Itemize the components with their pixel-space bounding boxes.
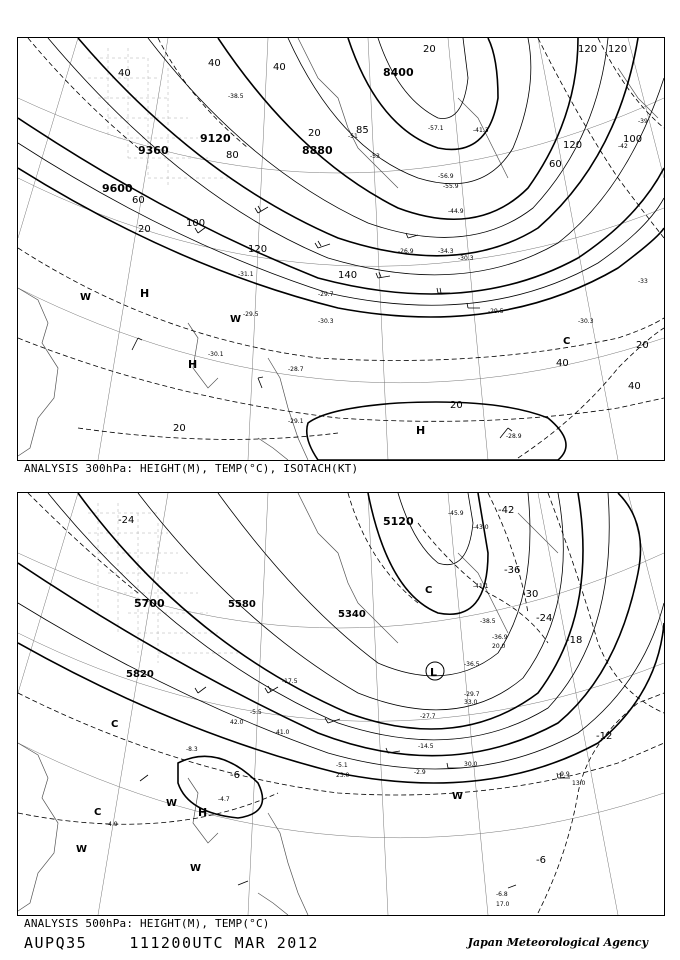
isotach-label: 140: [338, 270, 358, 281]
temp-label: -5.1: [336, 762, 348, 769]
temp-label: -36.5: [464, 661, 480, 668]
map-500hpa: [17, 492, 665, 916]
height-label: 8400: [383, 66, 414, 79]
isotach-label: 120: [608, 44, 628, 55]
temp-label: -45.9: [448, 510, 464, 517]
temp-label: -56.9: [438, 173, 454, 180]
isotach-label: 120: [563, 140, 583, 151]
temp-label: -14.5: [418, 743, 434, 750]
temp-label: -44.9: [448, 208, 464, 215]
temp-label: -30.3: [458, 255, 474, 262]
chart-code: AUPQ35: [24, 934, 88, 952]
isotherm-label: -18: [566, 635, 583, 646]
temp-label: -17.5: [282, 678, 298, 685]
isotach-label: 120: [248, 244, 268, 255]
temp-label: -8.3: [186, 746, 198, 753]
height-label: 5580: [228, 599, 256, 610]
temp-label: -41.3: [473, 127, 489, 134]
isotach-label: 40: [118, 68, 131, 79]
temp-label: -6.8: [496, 891, 508, 898]
temp-label: -38.5: [480, 618, 496, 625]
temp-label: -43.0: [473, 524, 489, 531]
isotach-label: 40: [273, 62, 286, 73]
isotherm-labels: [118, 505, 612, 866]
dashed-contours: [18, 38, 664, 458]
temp-label: 41.0: [276, 729, 290, 736]
isotach-label: 20: [173, 423, 186, 434]
chart-id: [24, 934, 319, 952]
low-center: L: [430, 666, 438, 679]
isotherm-label: -30: [522, 589, 539, 600]
isotach-label: 40: [628, 381, 641, 392]
high-center: H: [416, 424, 426, 437]
temp-label: -2.9: [414, 769, 426, 776]
cold-center: C: [94, 807, 102, 818]
warm-center: W: [166, 798, 178, 809]
height-label: 5820: [126, 669, 154, 680]
isotherm-label: -12: [596, 731, 613, 742]
isotach-label: 100: [623, 134, 643, 145]
isotherm-label: -24: [118, 515, 135, 526]
temp-label: -28.9: [506, 433, 522, 440]
isotach-label: 20: [636, 340, 649, 351]
coastlines: [18, 38, 658, 460]
temp-label: -29.5: [243, 311, 259, 318]
isotach-label: 20: [308, 128, 321, 139]
height-label: 9600: [102, 182, 133, 195]
temp-label: -29.1: [288, 418, 304, 425]
high-center: H: [188, 358, 198, 371]
temp-label: -29.7: [318, 291, 334, 298]
temp-label: -29.5: [488, 308, 504, 315]
temp-label: 17.0: [496, 901, 510, 908]
warm-center: W: [80, 292, 92, 303]
temp-label: -39: [638, 118, 648, 125]
height-label: 9360: [138, 144, 169, 157]
temp-label: -42: [618, 143, 628, 150]
temp-label: -36.9: [492, 634, 508, 641]
temp-label: -53: [370, 153, 380, 160]
temp-label: 23.0: [336, 772, 350, 779]
temp-label: -30.3: [318, 318, 334, 325]
warm-center: W: [230, 314, 242, 325]
dashed-contours: [18, 493, 664, 913]
temp-label: -33: [638, 278, 648, 285]
height-label: 5340: [338, 609, 366, 620]
isotherm-label: -6: [536, 855, 546, 866]
cold-hatch: [88, 48, 228, 188]
warm-center: W: [76, 844, 88, 855]
chart-datetime: 111200UTC MAR 2012: [129, 934, 319, 952]
height-label: 8880: [302, 144, 333, 157]
temp-label: -26.9: [398, 248, 414, 255]
temp-label: -28.7: [288, 366, 304, 373]
temp-label: -30.1: [208, 351, 224, 358]
graticule: [18, 38, 664, 460]
temp-label: -38.5: [228, 93, 244, 100]
temp-label: 20.0: [492, 643, 506, 650]
temp-label: 30.0: [464, 761, 478, 768]
temp-label: -30.3: [578, 318, 594, 325]
map-300hpa-drawing: [18, 38, 664, 460]
temp-label: -9.9: [558, 771, 570, 778]
isotherm-label: -42: [498, 505, 515, 516]
pressure-centers: [76, 585, 463, 874]
temp-label: -57.1: [428, 125, 444, 132]
cold-hatch: [88, 503, 238, 663]
warm-center: W: [190, 863, 202, 874]
isotach-label: 20: [138, 224, 151, 235]
isotach-label: 85: [356, 125, 369, 136]
map-500hpa-drawing: [18, 493, 664, 915]
height-labels: [126, 515, 414, 680]
height-label: 5700: [134, 597, 165, 610]
isotherm-label: -24: [536, 613, 553, 624]
isotach-label: 80: [226, 150, 239, 161]
cold-center: C: [563, 336, 571, 347]
cold-center: C: [425, 585, 433, 596]
temp-label: -5.5: [250, 709, 262, 716]
isotach-label: 60: [549, 159, 562, 170]
temp-label: 33.0: [464, 699, 478, 706]
high-center: H: [140, 287, 150, 300]
temp-label: -51: [348, 133, 358, 140]
temp-label: 42.0: [230, 719, 244, 726]
caption-300hpa: ANALYSIS 300hPa: HEIGHT(M), TEMP(°C), ISOTACH(KT): [24, 462, 359, 475]
wind-barbs: [140, 686, 570, 888]
isotherm-label: -36: [504, 565, 521, 576]
temp-label: -34.3: [438, 248, 454, 255]
graticule: [18, 493, 664, 915]
temp-label: 13.0: [572, 780, 586, 787]
cold-center: C: [111, 719, 119, 730]
high-center: H: [198, 806, 208, 819]
warm-center: W: [452, 791, 464, 802]
isotach-label: 60: [132, 195, 145, 206]
height-contours: [18, 493, 664, 818]
temp-label: -29.7: [464, 691, 480, 698]
height-label: 9120: [200, 132, 231, 145]
height-label: 5120: [383, 515, 414, 528]
isotach-label: 40: [556, 358, 569, 369]
isotherm-label: -6: [230, 770, 240, 781]
temp-label: -41.1: [473, 583, 489, 590]
isotach-label: 100: [186, 218, 206, 229]
isotach-label: 20: [423, 44, 436, 55]
temp-label: -27.7: [420, 713, 436, 720]
temp-label: -4.7: [218, 796, 230, 803]
height-contours: [18, 38, 664, 460]
temp-label: -55.9: [443, 183, 459, 190]
temp-label: -31.1: [238, 271, 254, 278]
caption-500hpa: ANALYSIS 500hPa: HEIGHT(M), TEMP(°C): [24, 917, 270, 930]
map-300hpa: [17, 37, 665, 461]
isotach-label: 40: [208, 58, 221, 69]
temp-label: -4.9: [106, 821, 118, 828]
isotach-label: 120: [578, 44, 598, 55]
isotach-label: 20: [450, 400, 463, 411]
agency-name: Japan Meteorological Agency: [467, 936, 648, 949]
